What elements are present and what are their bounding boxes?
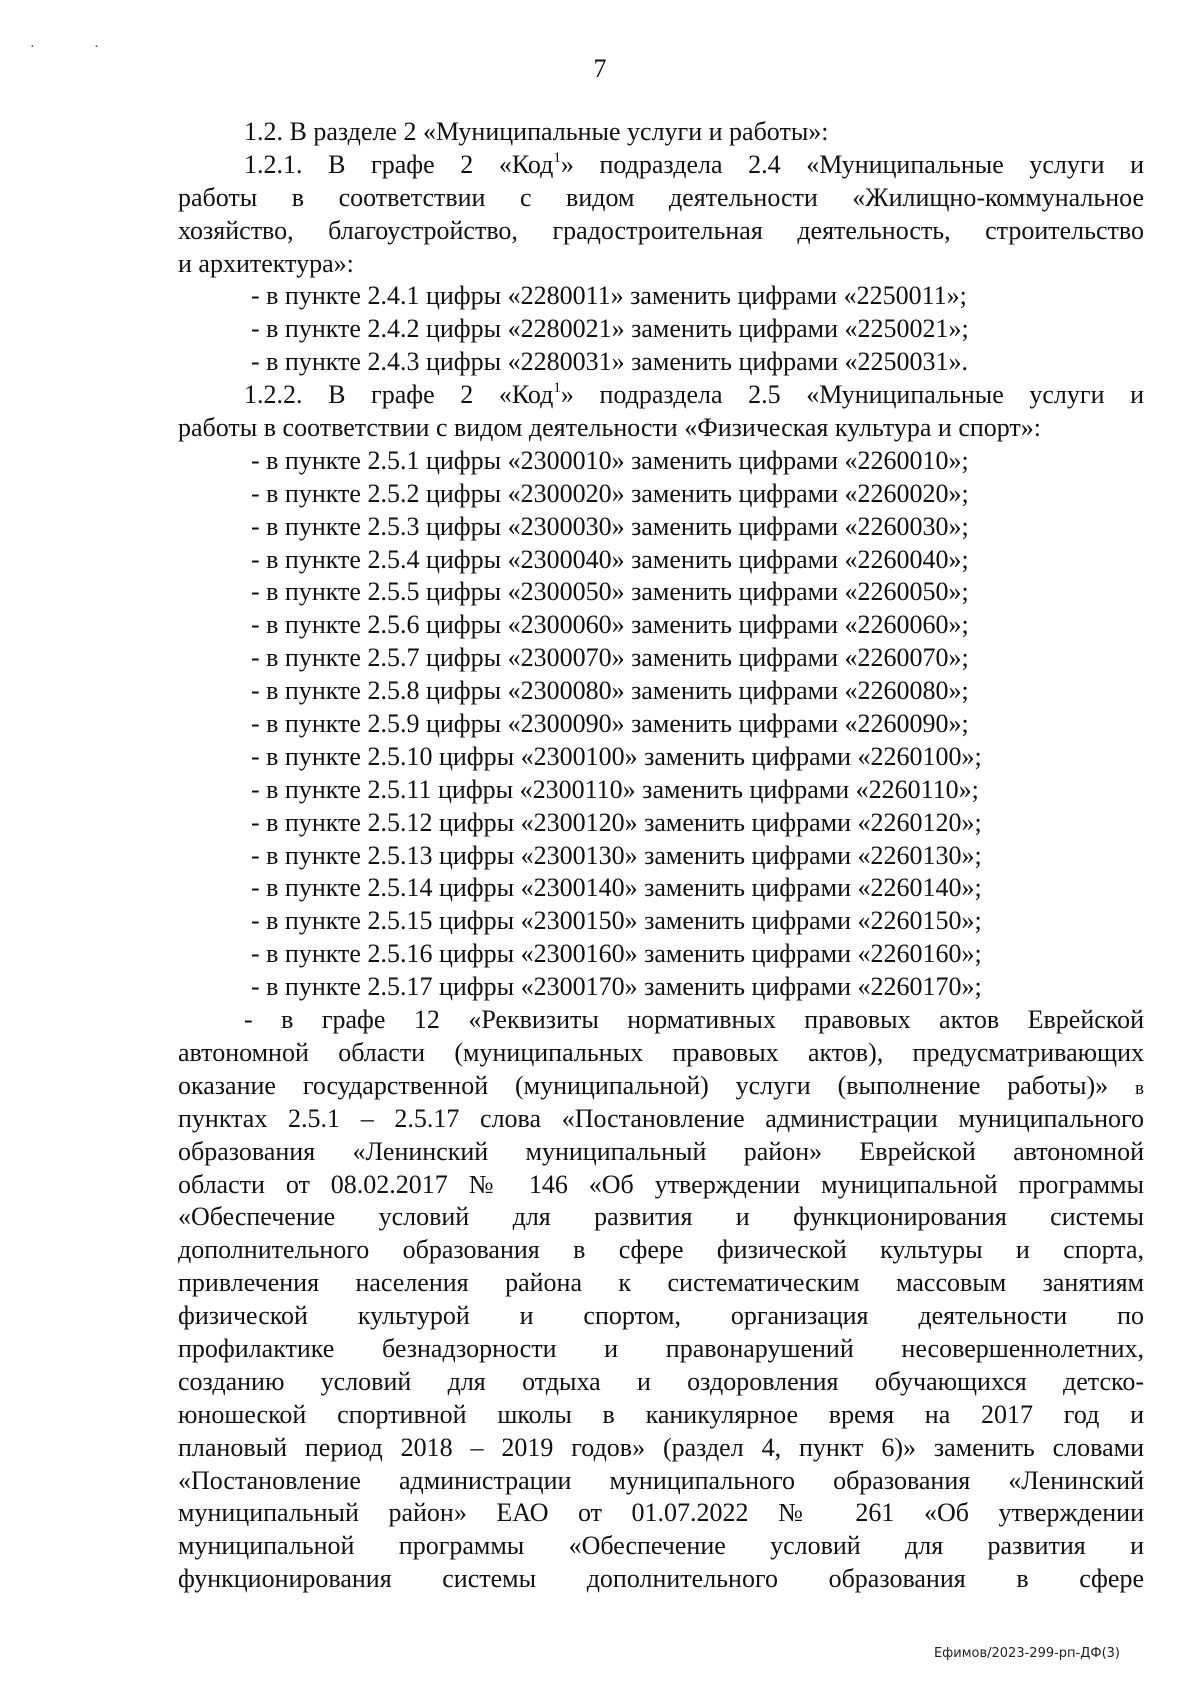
- list-item: - в пункте 2.5.5 цифры «2300050» заменить цифрами «2260050»;: [251, 577, 969, 607]
- paragraph-line: 1.2.2. В графе 2 «Код$^1$» подраздела 2.5 «Муниципальные услуги и: [244, 380, 1144, 410]
- list-item: - в пункте 2.5.14 цифры «2300140» заменить цифрами «2260140»;: [251, 873, 982, 903]
- section-heading: 1.2. В разделе 2 «Муниципальные услуги и работы»:: [244, 117, 829, 146]
- paragraph-line: физической культурой и спортом, организация деятельности по: [178, 1301, 1144, 1331]
- paragraph-line: профилактике безнадзорности и правонарушений несовершеннолетних,: [178, 1333, 1144, 1363]
- list-item: - в пункте 2.5.13 цифры «2300130» заменить цифрами «2260130»;: [251, 840, 982, 870]
- paragraph-line: - в графе 12 «Реквизиты нормативных правовых актов Еврейской: [244, 1005, 1144, 1035]
- document-body: [178, 116, 1144, 1596]
- paragraph-line: созданию условий для отдыха и оздоровления обучающихся детско-: [178, 1366, 1144, 1396]
- list-item: - в пункте 2.4.1 цифры «2280011» заменить цифрами «2250011»;: [251, 281, 967, 311]
- list-item: - в пункте 2.5.15 цифры «2300150» заменить цифрами «2260150»;: [251, 906, 982, 936]
- page-number: 7: [593, 54, 607, 83]
- list-item: - в пункте 2.5.12 цифры «2300120» заменить цифрами «2260120»;: [251, 807, 982, 837]
- scan-specks: · ·: [30, 40, 127, 55]
- paragraph-line: автономной области (муниципальных правовых актов), предусматривающих: [178, 1037, 1144, 1067]
- paragraph-line: работы в соответствии с видом деятельности «Жилищно-коммунальное: [178, 182, 1144, 212]
- paragraph-line: юношеской спортивной школы в каникулярное время на 2017 год и: [178, 1399, 1144, 1429]
- paragraph-line: функционирования системы дополнительного образования в сфере: [178, 1564, 1144, 1594]
- list-item: - в пункте 2.5.10 цифры «2300100» заменить цифрами «2260100»;: [251, 741, 982, 771]
- list-item: - в пункте 2.5.6 цифры «2300060» заменить цифрами «2260060»;: [251, 610, 969, 640]
- list-item: - в пункте 2.5.2 цифры «2300020» заменить цифрами «2260020»;: [251, 478, 969, 508]
- list-item: - в пункте 2.5.4 цифры «2300040» заменить цифрами «2260040»;: [251, 544, 969, 574]
- paragraph-line: 1.2.1. В графе 2 «Код$^1$» подраздела 2.4 «Муниципальные услуги и: [244, 149, 1144, 179]
- document-registration-code: Ефимов/2023-299-рп-ДФ(3): [933, 1646, 1120, 1661]
- list-item: - в пункте 2.5.17 цифры «2300170» заменить цифрами «2260170»;: [251, 972, 982, 1002]
- list-item: - в пункте 2.5.16 цифры «2300160» заменить цифрами «2260160»;: [251, 939, 982, 969]
- list-item: - в пункте 2.5.1 цифры «2300010» заменить цифрами «2260010»;: [251, 445, 969, 475]
- paragraph-line: привлечения населения района к систематическим массовым занятиям: [178, 1268, 1144, 1298]
- list-item: - в пункте 2.5.3 цифры «2300030» заменить цифрами «2260030»;: [251, 511, 969, 541]
- paragraph-line: оказание государственной (муниципальной) услуги (выполнение работы)» в: [178, 1070, 1144, 1100]
- paragraph-line: плановый период 2018 – 2019 годов» (раздел 4, пункт 6)» заменить словами: [178, 1432, 1144, 1462]
- paragraph-line: «Обеспечение условий для развития и функционирования системы: [178, 1202, 1144, 1232]
- list-item: - в пункте 2.4.2 цифры «2280021» заменить цифрами «2250021»;: [251, 314, 969, 344]
- paragraph-line: образования «Ленинский муниципальный район» Еврейской автономной: [178, 1136, 1144, 1166]
- list-item: - в пункте 2.5.7 цифры «2300070» заменить цифрами «2260070»;: [251, 643, 969, 673]
- paragraph-line: муниципальной программы «Обеспечение условий для развития и: [178, 1531, 1144, 1561]
- paragraph-line: дополнительного образования в сфере физической культуры и спорта,: [178, 1235, 1144, 1265]
- footnote-marker: 1: [553, 380, 561, 397]
- list-item: - в пункте 2.5.11 цифры «2300110» заменить цифрами «2260110»;: [251, 774, 979, 804]
- paragraph-line: хозяйство, благоустройство, градостроительная деятельность, строительство: [178, 215, 1144, 245]
- paragraph-line: области от 08.02.2017 № 146 «Об утверждении муниципальной программы: [178, 1169, 1144, 1199]
- list-item: - в пункте 2.4.3 цифры «2280031» заменить цифрами «2250031».: [251, 347, 969, 377]
- list-item: - в пункте 2.5.8 цифры «2300080» заменить цифрами «2260080»;: [251, 676, 969, 706]
- footnote-marker: 1: [553, 149, 561, 166]
- paragraph-line: «Постановление администрации муниципального образования «Ленинский: [178, 1465, 1144, 1495]
- paragraph-line: и архитектура»:: [178, 248, 354, 278]
- paragraph-line: пунктах 2.5.1 – 2.5.17 слова «Постановление администрации муниципального: [178, 1103, 1144, 1133]
- paragraph-line: муниципальный район» ЕАО от 01.07.2022 № 261 «Об утверждении: [178, 1498, 1144, 1528]
- replacement-list: [178, 445, 1144, 1004]
- list-item: - в пункте 2.5.9 цифры «2300090» заменить цифрами «2260090»;: [251, 709, 969, 739]
- paragraph-line: работы в соответствии с видом деятельности «Физическая культура и спорт»:: [178, 413, 1042, 443]
